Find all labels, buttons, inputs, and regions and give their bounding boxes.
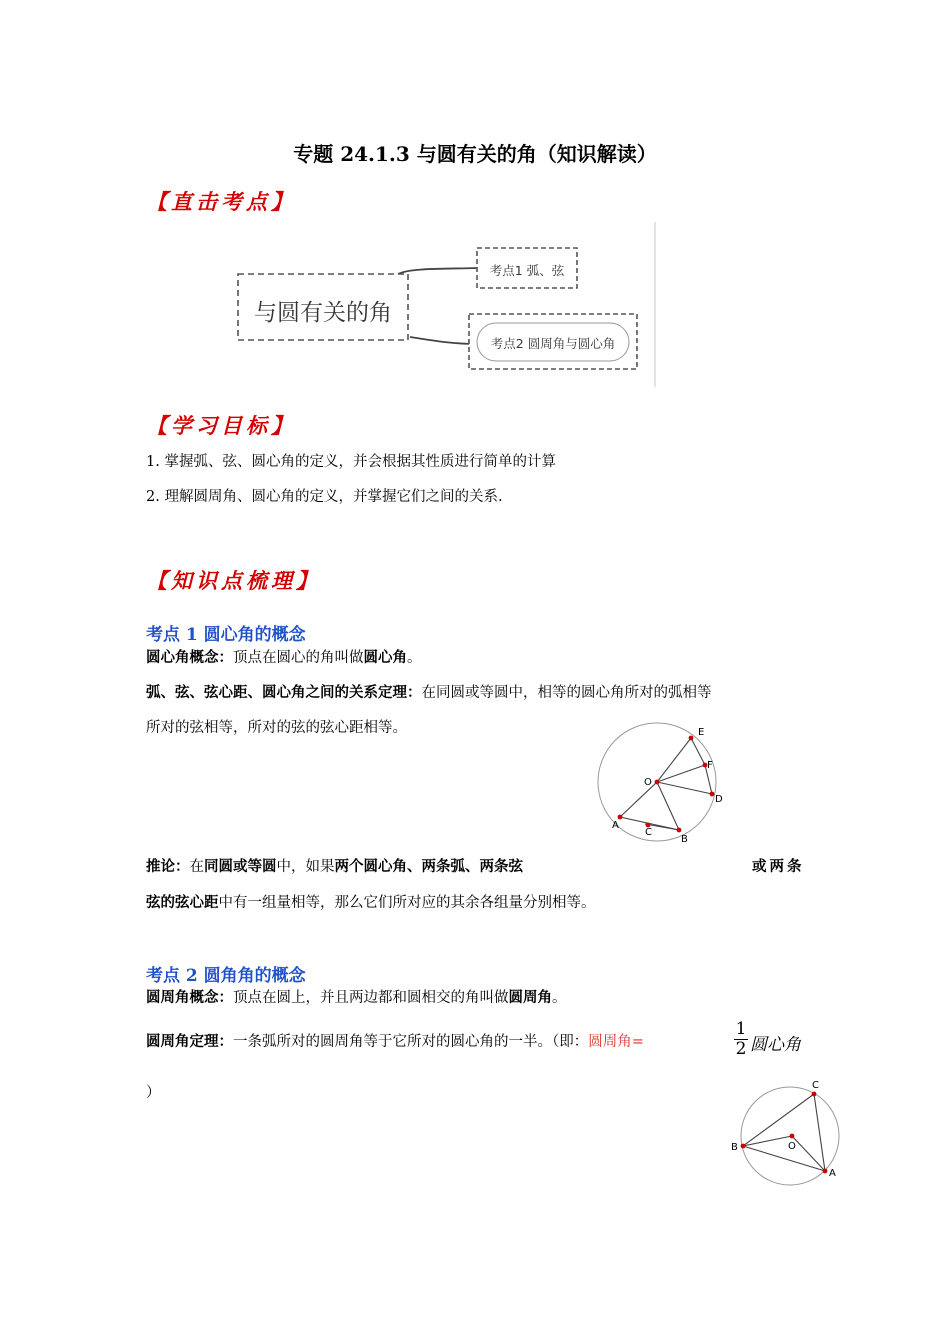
point1-thm-label: 弧、弦、弦心距、圆心角之间的关系定理： — [146, 684, 422, 701]
point1-theorem — [146, 683, 811, 703]
fig2-point-a — [823, 1169, 828, 1174]
fig1-point-d — [710, 792, 715, 797]
goal-1: 1. 掌握弧、弦、圆心角的定义，并会根据其性质进行简单的计算 — [146, 454, 556, 470]
fraction-denominator: 2 — [735, 1039, 747, 1059]
figure-circle-inscribed-angle — [730, 1080, 845, 1195]
corollary-term-2: 两个圆心角、两条弧、两条弦 — [334, 858, 523, 875]
point1-thm-text: 在同圆或等圆中，相等的圆心角所对的弧相等 — [421, 685, 712, 701]
corollary-text-1: 在 — [189, 859, 204, 875]
point1-definition — [146, 648, 422, 668]
point2-thm-label: 圆周角定理： — [146, 1033, 233, 1050]
section-knowledge: 【知识点梳理】 — [146, 568, 321, 593]
fig1-label-e: E — [698, 727, 705, 738]
fig1-point-a — [618, 815, 623, 820]
fig2-point-o — [790, 1134, 795, 1139]
fig1-label-c: C — [645, 827, 652, 838]
point1-corollary — [146, 857, 523, 877]
corollary-term-3: 或两条 — [752, 858, 805, 875]
mindmap-node2: 考点2 圆周角与圆心角 — [490, 336, 616, 351]
point1-heading: 考点 1 圆心角的概念 — [146, 625, 306, 645]
corollary-text-3: 中有一组量相等，那么它们所对应的其余各组量分别相等。 — [218, 895, 596, 911]
corollary-label: 推论： — [146, 858, 190, 875]
fig2-label-b: B — [731, 1142, 738, 1153]
goal-2: 2. 理解圆周角、圆心角的定义，并掌握它们之间的关系. — [146, 489, 503, 505]
fig1-label-b: B — [681, 834, 688, 845]
point2-def-term: 圆周角 — [508, 989, 552, 1006]
corollary-term-1: 同圆或等圆 — [204, 858, 277, 875]
page-title: 专题 24.1.3 与圆有关的角（知识解读） — [293, 142, 657, 166]
mindmap-root: 与圆有关的角 — [254, 300, 392, 326]
fig1-label-o: O — [644, 777, 652, 788]
point2-thm-formula: 圆周角= — [588, 1034, 644, 1050]
corollary-text-2: 中，如果 — [276, 859, 335, 875]
fig1-label-a: A — [612, 820, 619, 831]
fig2-point-b — [741, 1144, 746, 1149]
point1-def-label: 圆心角概念： — [146, 649, 233, 666]
fig2-label-c: C — [812, 1080, 819, 1091]
fig2-label-o: O — [788, 1141, 796, 1152]
point1-def-end: 。 — [407, 650, 422, 666]
section-direct-points: 【直击考点】 — [146, 189, 296, 214]
point2-def-text: 顶点在圆上，并且两边都和圆相交的角叫做 — [233, 990, 509, 1006]
point1-def-term: 圆心角 — [363, 649, 407, 666]
fig1-point-o — [655, 780, 660, 785]
point2-heading: 考点 2 圆角角的概念 — [146, 966, 306, 986]
point2-theorem — [146, 1032, 644, 1052]
fraction-numerator: 1 — [735, 1019, 747, 1039]
fig1-label-f: F — [707, 760, 713, 771]
point2-definition — [146, 988, 567, 1008]
fig1-point-b — [677, 828, 682, 833]
point1-theorem-cont: 所对的弦相等，所对的弦的弦心距相等。 — [146, 720, 407, 736]
point1-def-text: 顶点在圆心的角叫做 — [233, 650, 364, 666]
fig2-point-c — [812, 1092, 817, 1097]
figure-circle-central-angles — [595, 722, 735, 852]
fraction-half — [734, 1020, 748, 1059]
corollary-term-4: 弦的弦心距 — [146, 894, 219, 911]
point1-corollary-cont — [146, 893, 596, 913]
point2-def-label: 圆周角概念： — [146, 989, 233, 1006]
fig1-point-e — [689, 736, 694, 741]
section-learning-goals: 【学习目标】 — [146, 413, 296, 438]
fig1-label-d: D — [715, 794, 723, 805]
fig2-label-a: A — [829, 1168, 836, 1179]
point2-thm-text: 一条弧所对的圆周角等于它所对的圆心角的一半。（即： — [233, 1034, 589, 1050]
mindmap-node1: 考点1 弧、弦 — [489, 263, 565, 278]
point2-central-angle-term: 圆心角 — [750, 1035, 801, 1055]
point2-close-paren: ） — [146, 1085, 161, 1101]
point2-def-end: 。 — [552, 990, 567, 1006]
